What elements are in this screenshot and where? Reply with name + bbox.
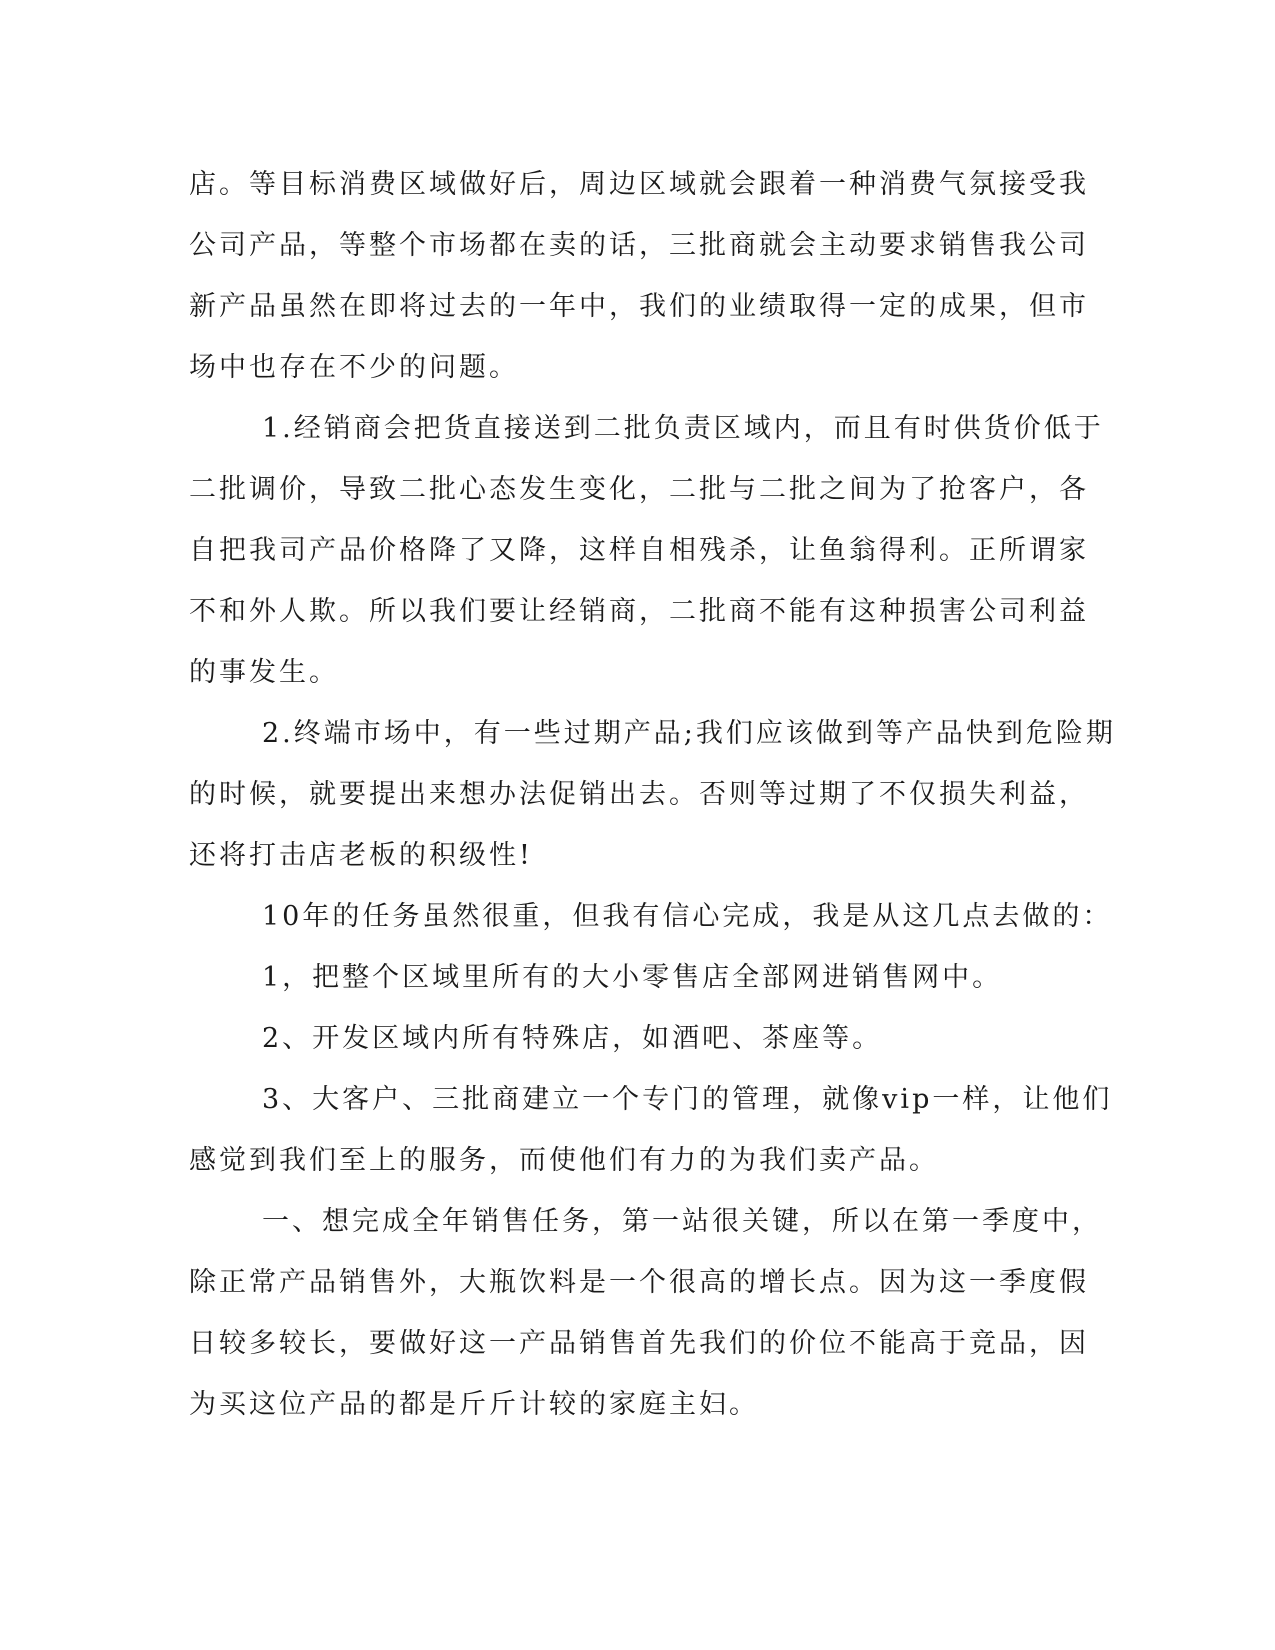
text-line: 还将打击店老板的积级性! (189, 840, 533, 871)
text-line: 2、开发区域内所有特殊店，如酒吧、茶座等。 (262, 1023, 883, 1054)
text-line: 日较多较长，要做好这一产品销售首先我们的价位不能高于竞品，因 (189, 1328, 1089, 1359)
text-line: 的事发生。 (189, 657, 339, 688)
text-line: 公司产品，等整个市场都在卖的话，三批商就会主动要求销售我公司 (189, 230, 1089, 261)
text-line: 新产品虽然在即将过去的一年中，我们的业绩取得一定的成果，但市 (189, 291, 1089, 322)
text-line: 10年的任务虽然很重，但我有信心完成，我是从这几点去做的： (262, 901, 1113, 932)
text-line: 1，把整个区域里所有的大小零售店全部网进销售网中。 (262, 962, 1003, 993)
text-line: 2.终端市场中，有一些过期产品;我们应该做到等产品快到危险期 (262, 718, 1116, 749)
document-body (189, 154, 1116, 1435)
text-line: 的时候，就要提出来想办法促销出去。否则等过期了不仅损失利益， (189, 779, 1089, 810)
text-line: 除正常产品销售外，大瓶饮料是一个很高的增长点。因为这一季度假 (189, 1267, 1089, 1298)
text-line: 为买这位产品的都是斤斤计较的家庭主妇。 (189, 1389, 759, 1420)
text-line: 感觉到我们至上的服务，而使他们有力的为我们卖产品。 (189, 1145, 939, 1176)
text-line: 场中也存在不少的问题。 (189, 352, 519, 383)
text-line: 店。等目标消费区域做好后，周边区域就会跟着一种消费气氛接受我 (189, 169, 1089, 200)
text-line: 1.经销商会把货直接送到二批负责区域内，而且有时供货价低于 (262, 413, 1104, 444)
text-line: 自把我司产品价格降了又降，这样自相残杀，让鱼翁得利。正所谓家 (189, 535, 1089, 566)
text-line: 3、大客户、三批商建立一个专门的管理，就像vip一样，让他们 (262, 1084, 1113, 1115)
text-line: 不和外人欺。所以我们要让经销商，二批商不能有这种损害公司利益 (189, 596, 1089, 627)
text-line: 一、想完成全年销售任务，第一站很关键，所以在第一季度中， (262, 1206, 1102, 1237)
text-line: 二批调价，导致二批心态发生变化，二批与二批之间为了抢客户，各 (189, 474, 1089, 505)
